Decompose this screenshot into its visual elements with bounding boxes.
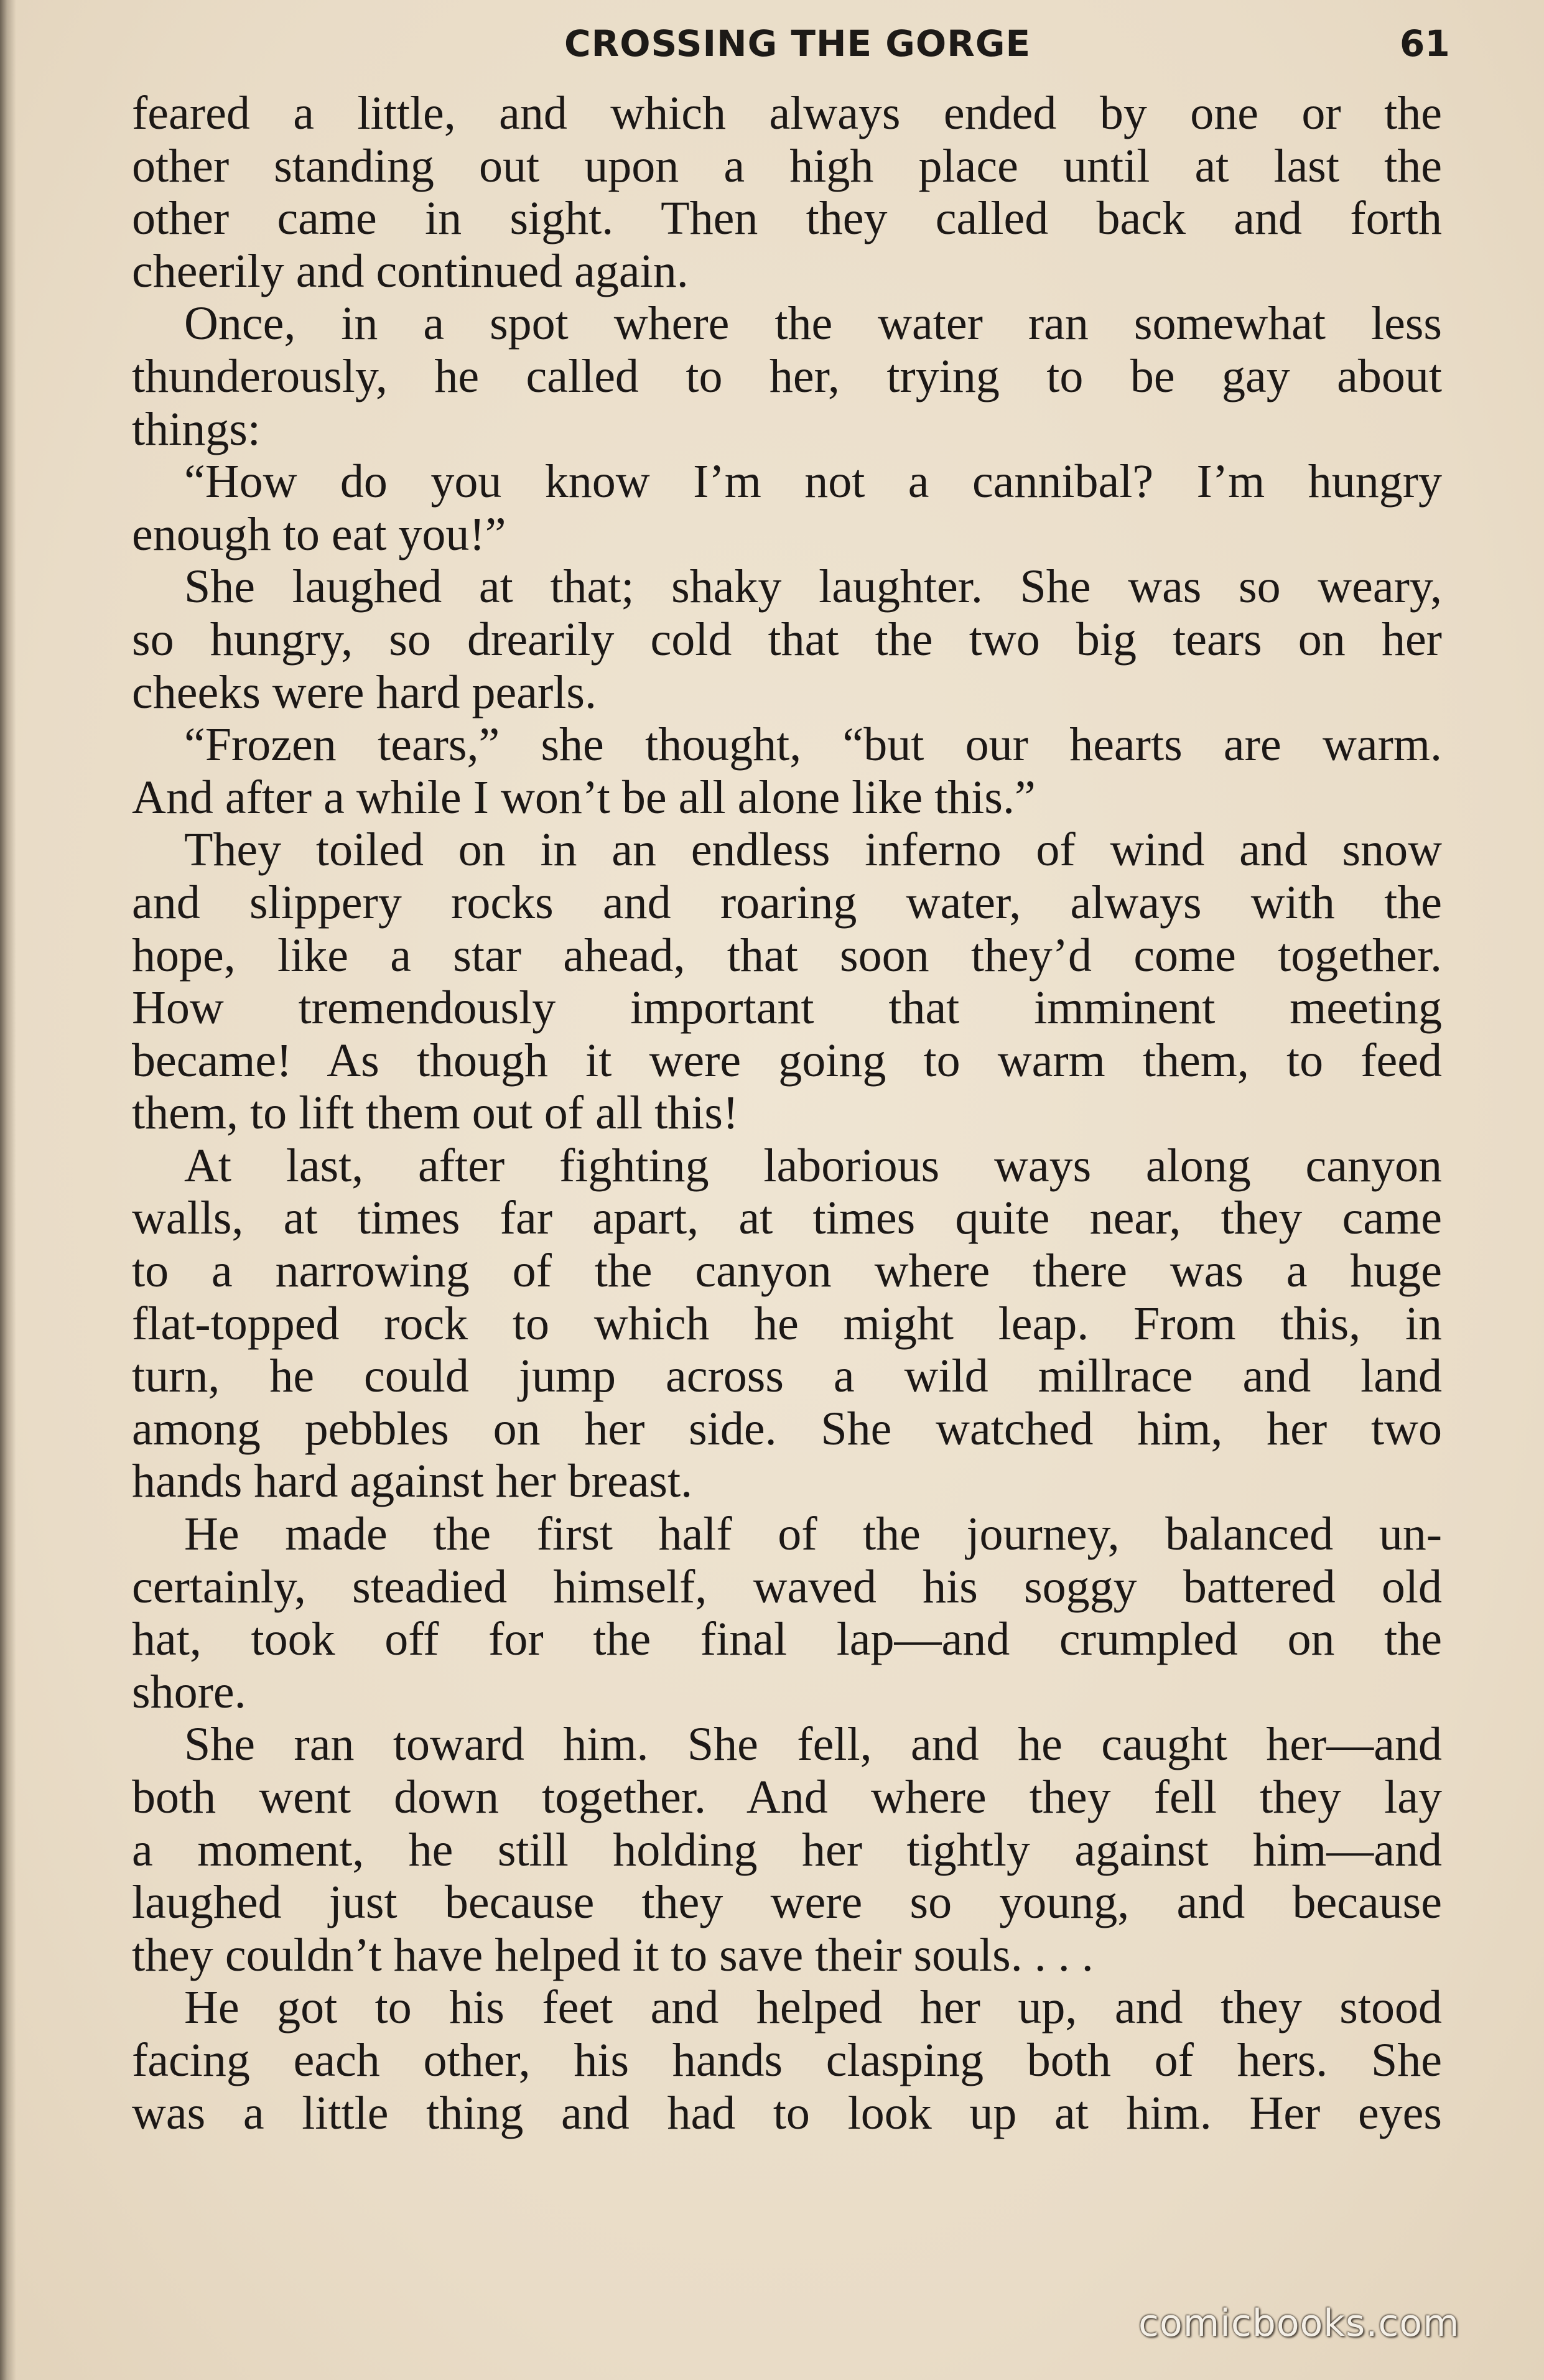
text-line: other came in sight. Then they called back and forth xyxy=(132,192,1442,245)
text-line: cheeks were hard pearls. xyxy=(132,666,597,718)
text-line: was a little thing and had to look up at him. Her eyes xyxy=(132,2086,1442,2139)
text-line: She ran toward him. She fell, and he caught her—and xyxy=(184,1718,1442,1771)
text-line: certainly, steadied himself, waved his soggy battered old xyxy=(132,1560,1442,1613)
text-line: He made the first half of the journey, balanced un- xyxy=(184,1508,1442,1561)
text-line: shore. xyxy=(132,1665,246,1718)
text-line: to a narrowing of the canyon where there was a huge xyxy=(132,1245,1442,1298)
text-line: other standing out upon a high place until at last the xyxy=(132,139,1442,192)
body-text xyxy=(132,87,1442,2139)
text-line: facing each other, his hands clasping both of hers. She xyxy=(132,2034,1442,2086)
text-line: cheerily and continued again. xyxy=(132,244,689,297)
text-line: things: xyxy=(132,402,261,455)
text-line: Once, in a spot where the water ran somewhat less xyxy=(184,297,1442,350)
text-line: both went down together. And where they fell they lay xyxy=(132,1771,1442,1823)
spine-shadow xyxy=(0,0,16,2380)
text-line: At last, after fighting laborious ways along canyon xyxy=(184,1139,1442,1192)
text-line: hope, like a star ahead, that soon they’d come together. xyxy=(132,929,1442,982)
text-line: “Frozen tears,” she thought, “but our hearts are warm. xyxy=(184,718,1442,771)
text-line: They toiled on in an endless inferno of wind and snow xyxy=(184,824,1442,876)
text-line: walls, at times far apart, at times quite near, they came xyxy=(132,1192,1442,1245)
text-line: them, to lift them out of all this! xyxy=(132,1087,739,1140)
text-line: among pebbles on her side. She watched him, her two xyxy=(132,1402,1442,1455)
text-line: He got to his feet and helped her up, and they stood xyxy=(184,1981,1442,2034)
text-line: so hungry, so drearily cold that the two big tears on her xyxy=(132,613,1442,666)
text-line: feared a little, and which always ended by one or the xyxy=(132,87,1442,139)
text-line: flat-topped rock to which he might leap. From this, in xyxy=(132,1297,1442,1350)
text-line: thunderously, he called to her, trying to be gay about xyxy=(132,350,1442,402)
text-line: laughed just because they were so young, and because xyxy=(132,1876,1442,1929)
watermark: comicbooks.com xyxy=(1138,2302,1460,2345)
text-line: they couldn’t have helped it to save their souls. . . . xyxy=(132,1928,1094,1981)
text-line: She laughed at that; shaky laughter. She was so weary, xyxy=(184,560,1442,613)
text-line: And after a while I won’t be all alone like this.” xyxy=(132,771,1036,824)
running-head xyxy=(0,19,1544,75)
text-line: a moment, he still holding her tightly against him—and xyxy=(132,1823,1442,1876)
text-line: hat, took off for the final lap—and crumpled on the xyxy=(132,1613,1442,1666)
text-line: became! As though it were going to warm them, to feed xyxy=(132,1034,1442,1087)
text-line: and slippery rocks and roaring water, always with the xyxy=(132,876,1442,929)
running-title: CROSSING THE GORGE xyxy=(564,22,1031,65)
text-line: How tremendously important that imminent meeting xyxy=(132,982,1442,1034)
text-line: “How do you know I’m not a cannibal? I’m hungry xyxy=(184,455,1442,508)
text-line: turn, he could jump across a wild millrace and land xyxy=(132,1350,1442,1403)
text-line: enough to eat you!” xyxy=(132,508,506,560)
text-line: hands hard against her breast. xyxy=(132,1455,693,1508)
page-number: 61 xyxy=(1400,22,1450,65)
